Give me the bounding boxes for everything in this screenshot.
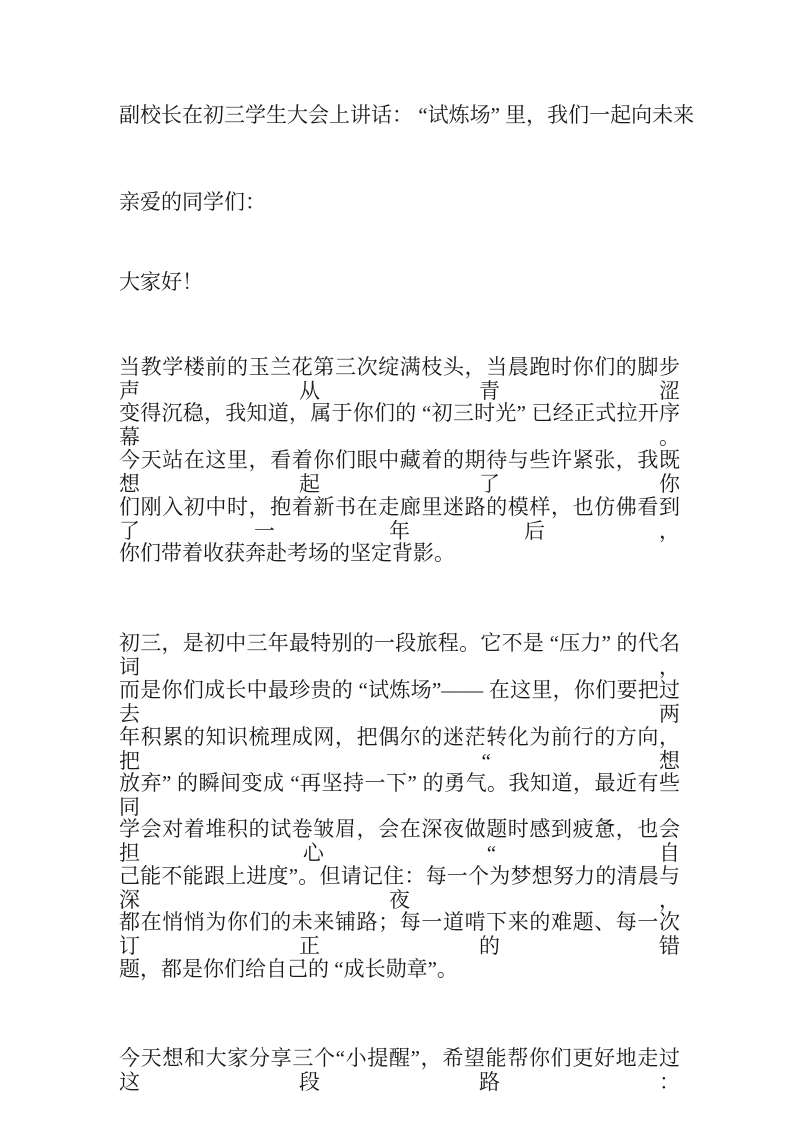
paragraph-line: 年积累的知识梳理成网，把偶尔的迷茫转化为前行的方向，把 “想 [119,725,680,773]
paragraph-line: 都在悄悄为你们的未来铺路；每一道啃下来的难题、每一次订正的错 [119,910,680,958]
document-title: 副校长在初三学生大会上讲话： “试炼场” 里，我们一起向未来 [119,103,695,127]
paragraph-line: 你们带着收获奔赴考场的坚定背影。 [119,541,455,565]
paragraph-line: 题，都是你们给自己的 “成长勋章”。 [119,957,458,981]
paragraph-3: 今天想和大家分享三个“小提醒”，希望能帮你们更好地走过这段路： [119,1046,680,1094]
paragraph-line: 学会对着堆积的试卷皱眉，会在深夜做题时感到疲惫，也会担心“自 [119,817,680,865]
paragraph-line: 而是你们成长中最珍贵的 “试炼场”—— 在这里，你们要把过去两 [119,678,680,726]
paragraph-line: 当教学楼前的玉兰花第三次绽满枝头，当晨跑时你们的脚步声从青涩 [119,355,680,403]
greeting: 大家好！ [119,270,203,294]
salutation: 亲爱的同学们： [119,190,266,214]
paragraph-line: 初三，是初中三年最特别的一段旅程。它不是 “压力” 的代名词， [119,631,680,679]
paragraph-line: 己能不能跟上进度”。但请记住：每一个为梦想努力的清晨与深夜， [119,864,680,912]
paragraph-line: 们刚入初中时，抱着新书在走廊里迷路的模样，也仿佛看到了一年后， [119,495,680,543]
paragraph-line: 变得沉稳，我知道，属于你们的 “初三时光” 已经正式拉开序幕。 [119,401,680,449]
paragraph-line: 放弃” 的瞬间变成 “再坚持一下” 的勇气。我知道，最近有些同 [119,771,680,819]
paragraph-line: 今天站在这里，看着你们眼中藏着的期待与些许紧张，我既想起了你 [119,448,680,496]
